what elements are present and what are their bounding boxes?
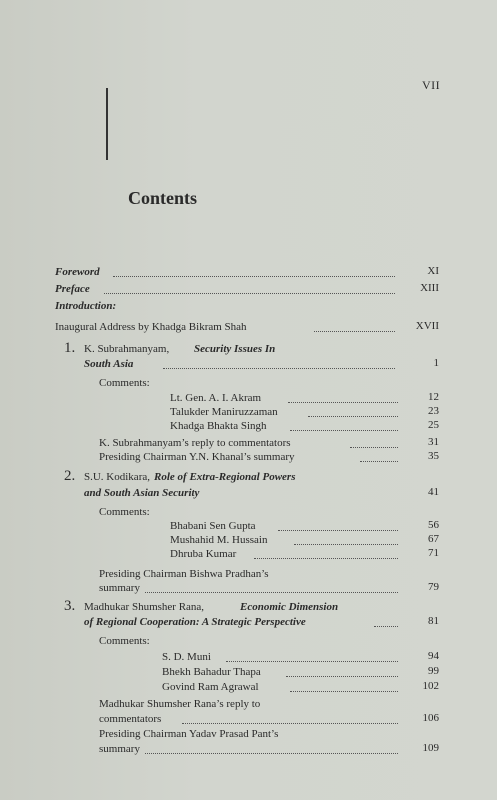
s1-title-line1: Security Issues In: [194, 343, 276, 355]
s2-commentator-1-page: 56: [428, 519, 439, 531]
s1-page: 1: [433, 357, 439, 369]
leader-dots: [286, 676, 398, 677]
s2-summary-page: 79: [428, 581, 439, 593]
leader-dots: [290, 430, 398, 431]
toc-preface-page: XIII: [420, 282, 439, 294]
leader-dots: [374, 626, 398, 627]
leader-dots: [308, 416, 398, 417]
contents-title: Contents: [128, 188, 198, 208]
s2-title-line1: Role of Extra-Regional Powers: [154, 471, 296, 483]
s2-page: 41: [428, 486, 439, 498]
section-number: 1.: [64, 340, 76, 356]
s1-reply-page: 31: [428, 436, 439, 448]
s3-title-line2: of Regional Cooperation: A Strategic Perspective: [84, 616, 306, 628]
s1-commentator-1: Lt. Gen. A. I. Akram: [170, 392, 262, 404]
s2-commentator-1: Bhabani Sen Gupta: [170, 520, 256, 532]
s1-summary: Presiding Chairman Y.N. Khanal’s summary: [99, 451, 295, 463]
leader-dots: [278, 530, 398, 531]
s3-reply-page: 106: [422, 712, 439, 724]
s3-author: Madhukar Shumsher Rana,: [84, 601, 205, 613]
leader-dots: [104, 293, 395, 294]
s3-commentator-2-page: 99: [428, 665, 439, 677]
toc-preface: Preface: [55, 283, 90, 295]
s3-summary-page: 109: [422, 742, 439, 754]
s2-comments: Comments:: [99, 506, 150, 518]
s3-commentator-2: Bhekh Bahadur Thapa: [162, 666, 261, 678]
s1-commentator-1-page: 12: [428, 391, 439, 403]
s3-comments: Comments:: [99, 635, 150, 647]
leader-dots: [360, 461, 398, 462]
leader-dots: [145, 592, 398, 593]
s1-commentator-2-page: 23: [428, 405, 439, 417]
s3-reply-line1: Madhukar Shumsher Rana’s reply to: [99, 698, 261, 710]
toc-foreword-page: XI: [427, 265, 439, 277]
s2-author: S.U. Kodikara,: [84, 471, 150, 483]
s1-summary-page: 35: [428, 450, 439, 462]
toc-inaugural: Inaugural Address by Khadga Bikram Shah: [55, 321, 247, 333]
section-number: 2.: [64, 468, 76, 484]
s3-commentator-3: Govind Ram Agrawal: [162, 681, 259, 693]
s1-commentator-2: Talukder Maniruzzaman: [170, 406, 278, 418]
s1-commentator-3-page: 25: [428, 419, 439, 431]
s2-commentator-3-page: 71: [428, 547, 439, 559]
leader-dots: [254, 558, 398, 559]
s3-commentator-1: S. D. Muni: [162, 651, 211, 663]
leader-dots: [290, 691, 398, 692]
toc-inaugural-page: XVII: [415, 320, 439, 332]
s2-summary-line1: Presiding Chairman Bishwa Pradhan’s: [99, 568, 269, 580]
s3-reply-line2: commentators: [99, 713, 162, 725]
s3-title-line1: Economic Dimension: [240, 601, 339, 613]
s1-comments: Comments:: [99, 377, 150, 389]
s2-title-line2: and South Asian Security: [84, 487, 200, 499]
leader-dots: [350, 447, 398, 448]
page-number: VII: [422, 78, 441, 92]
leader-dots: [182, 723, 398, 724]
s3-summary-line1: Presiding Chairman Yadav Prasad Pant’s: [99, 728, 279, 740]
s1-commentator-3: Khadga Bhakta Singh: [170, 420, 267, 432]
section-number: 3.: [64, 598, 76, 614]
s3-commentator-1-page: 94: [428, 650, 439, 662]
toc-foreword: Foreword: [55, 266, 100, 278]
s2-commentator-2-page: 67: [428, 533, 439, 545]
s1-author: K. Subrahmanyam,: [84, 343, 170, 355]
s1-title-line2: South Asia: [84, 358, 134, 370]
s2-summary-line2: summary: [99, 582, 140, 594]
leader-dots: [226, 661, 398, 662]
leader-dots: [294, 544, 398, 545]
vertical-rule: [106, 88, 108, 160]
s3-summary-line2: summary: [99, 743, 140, 755]
s3-commentator-3-page: 102: [422, 680, 439, 692]
toc-introduction: Introduction:: [55, 300, 117, 312]
leader-dots: [314, 331, 395, 332]
s3-page: 81: [428, 615, 439, 627]
leader-dots: [288, 402, 398, 403]
leader-dots: [113, 276, 395, 277]
leader-dots: [145, 753, 398, 754]
s2-commentator-2: Mushahid M. Hussain: [170, 534, 268, 546]
s1-reply: K. Subrahmanyam’s reply to commentators: [99, 437, 291, 449]
s2-commentator-3: Dhruba Kumar: [170, 548, 237, 560]
leader-dots: [163, 368, 395, 369]
